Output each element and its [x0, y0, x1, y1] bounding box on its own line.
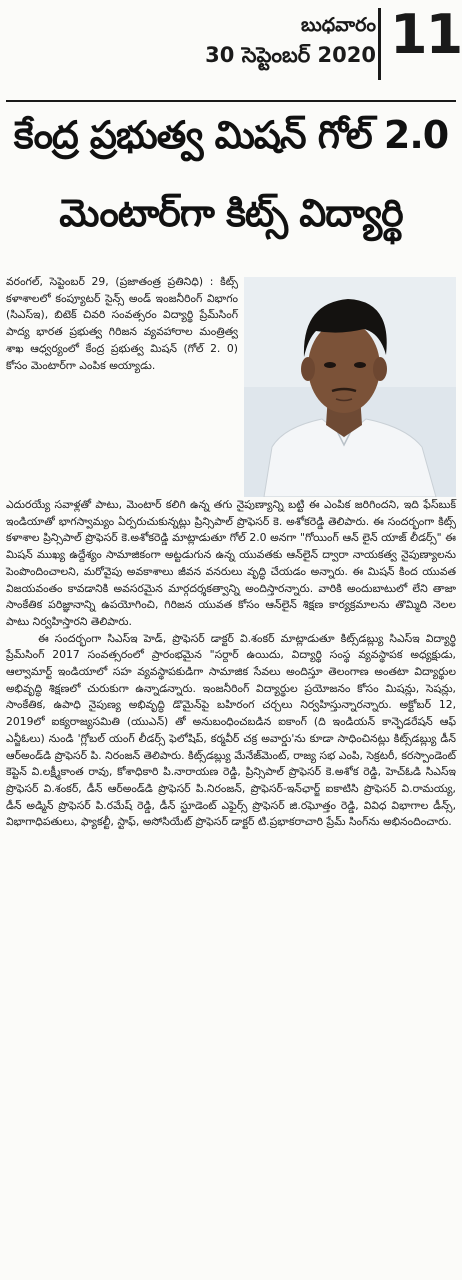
student-portrait-photo [244, 277, 456, 497]
masthead-rule [6, 100, 456, 102]
article-lead [6, 274, 238, 374]
masthead-divider [378, 8, 381, 80]
headline-line-2: మెంటార్‌గా కిట్స్ విద్యార్థి [59, 191, 403, 235]
student-portrait-icon [244, 277, 456, 497]
publication-date: 30 సెప్టెంబర్ 2020 [205, 42, 376, 67]
article-body [6, 497, 456, 831]
page-number: 11 [390, 3, 462, 66]
lead-paragraph: వరంగల్, సెప్టెంబర్ 29, (ప్రజాతంత్ర ప్రతినిధి) : కిట్స్ కళాశాలలో కంప్యూటర్ సైన్స్ అండ్ ఇంజనీరింగ్ విభాగం (సిఎస్ఇ), బిటెక్ చివరి సంవత్సరం విద్యార్థి ప్రేమ్‌సింగ్ పాద్య భారత ప్రభుత్వ గిరిజన వ్యవహారాల మంత్రిత్వ శాఖ ఆధ్వర్యంలో కేంద్ర ప్రభుత్వ మిషన్ (గోల్ 2. 0) కోసం మెంటార్‌గా ఎంపిక అయ్యాడు. [6, 275, 238, 372]
masthead [0, 0, 462, 108]
publication-day: బుధవారం [300, 14, 376, 36]
article-paragraph: ఈ సందర్భంగా సిఎస్ఇ హెడ్, ప్రొఫెసర్ డాక్టర్ వి.శంకర్ మాట్లాడుతూ కిట్స్‌డబ్ల్యు సిఎస్ఇ విద్యార్థి ప్రేమ్‌సింగ్ 2017 సంవత్సరంలో ప్రారంభమైన "సర్దార్ ఉయిదు, విద్యార్థి సంస్థ వ్యవస్థాపక అధ్యక్షుడు, ఆల్వామార్ట్ ఇండియాలో సహ వ్యవస్థాపకుడిగా సామాజిక సేవలు అందిస్తూ తెలంగాణ అంతటా విద్యార్థుల అభివృద్ధి శిక్షణలో చురుకుగా ఉన్నాడన్నారు. ఇంజనీరింగ్ విద్యార్థుల ప్రయోజనం కోసం మిషన్లు, సెషన్లు, సాంకేతిక, ఉపాధి నైపుణ్య అభివృద్ధి డొమైన్‌పై బహిరంగ చర్చలు నిర్వహిస్తున్నారన్నారు. అక్టోబర్ 12, 2019లో ఐక్యరాజ్యసమితి (యుఎన్) తో అనుబంధించబడిన ఐకాంగ్ (ది ఇండియన్ కాన్ఫెడరేషన్ ఆఫ్ ఎన్జీఓలు) నుండి 'గ్లోబల్ యంగ్ లీడర్స్ ఫెలోషిప్, కర్మవీర్ చక్ర అవార్డు'ను కూడా సాధించినట్లు కిట్స్‌డబ్ల్యు డీన్ ఆర్అండ్‌డి ప్రొఫెసర్ పి. నిరంజన్ తెలిపారు. కిట్స్‌డబ్ల్యు మేనేజ్‌మెంట్, రాజ్య సభ ఎంపి, సెక్రటరీ, కరస్పాండెంట్ కెప్టెన్ వి.లక్ష్మీకాంత రావు, కోశాధికారి పి.నారాయణ రెడ్డి, ప్రిన్సిపాల్ ప్రొఫెసర్ కె.అశోక రెడ్డి, హెచ్ఓడి సిఎస్ఇ ప్రొఫెసర్ వి.శంకర్, డీన్ ఆర్అండ్‌డి ప్రొఫెసర్ పి.నిరంజన్, ప్రొఫెసర్-ఇన్‌ఛార్జ్ ఐకాటిసి ప్రొఫెసర్ వి.రామయ్య, డీన్ అడ్మిన్ ప్రొఫెసర్ పి.రమేష్ రెడ్డి, డీన్ స్టూడెంట్ ఎఫైర్స్ ప్రొఫెసర్ జి.రఘోత్తం రెడ్డి, వివిధ విభాగాల డీన్స్, విభాగాధిపతులు, ఫ్యాకల్టీ, స్టాఫ్, అసోసియేట్ ప్రొఫెసర్ డాక్టర్ టి.ప్రభాకరాచారి ప్రేమ్ సింగ్‌ను అభినందించారు. [6, 631, 456, 829]
headline-line-1: కేంద్ర ప్రభుత్వ మిషన్ గోల్ 2.0 [13, 113, 449, 157]
article-paragraph: ఎదురయ్యే సవాళ్లతో పాటు, మెంటార్ కలిగి ఉన్న తగు నైపుణ్యాన్ని బట్టి ఈ ఎంపిక జరిగిందని, ఇది ఫేస్‌బుక్ ఇండియాతో భాగస్వామ్యం ఏర్పరుచుకున్నట్లు ప్రిన్సిపాల్ ప్రొఫెసర్ కె. అశోకరెడ్డి తెలిపారు. ఈ సందర్భంగా కిట్స్ కళాశాల ప్రిన్సిపాల్ ప్రొఫెసర్ కె.అశోకరెడ్డి మాట్లాడుతూ గోల్ 2.0 అనగా "గోయింగ్ ఆన్ లైన్ యాజ్ లీడర్స్" ఈ మిషన్ ముఖ్య ఉద్దేశ్యం సామాజికంగా అట్టడుగున ఉన్న యువతకు ఆన్‌లైన్ ద్వారా నాయకత్వ నైపుణ్యాలను పెంపొందించాలని, మరోవైపు అవకాశాలు జీవన వనరులు వృద్ధి చేయడం అన్నారు. ఈ మిషన్ కింద యువత విజయవంతం కావడానికి అవసరమైన మార్గదర్శకత్వాన్ని అందిస్తారన్నారు. వారికి అందుబాటులో లేని తాజా సాంకేతిక పరిజ్ఞానాన్ని ఉపయోగించి, గిరిజన యువత కోసం ఆన్‌లైన్ శిక్షణ కార్యక్రమాలను తొమ్మిది నెలల పాటు నిర్వహిస్తారని తెలిపారు. [6, 498, 456, 628]
dateline [205, 12, 376, 70]
